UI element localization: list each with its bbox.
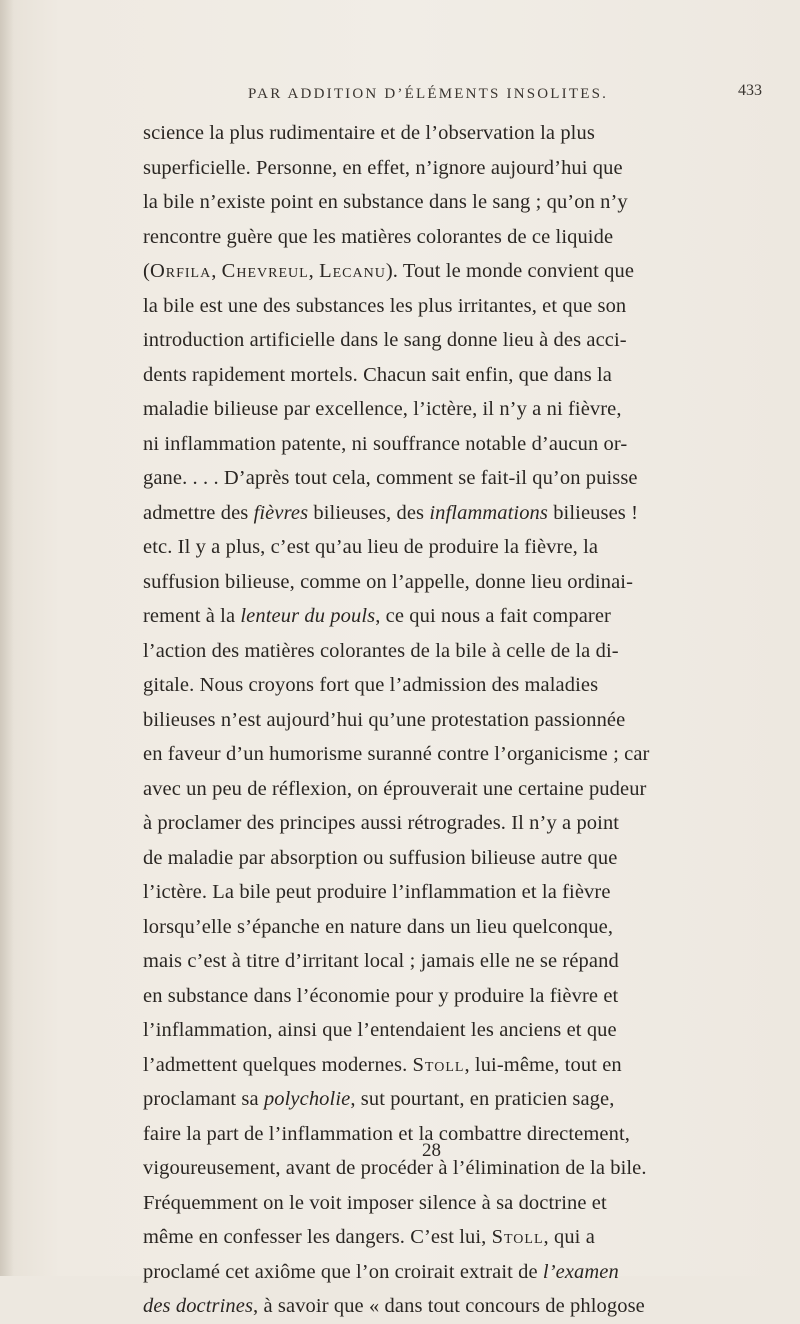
italic-term: inflammations — [429, 501, 548, 524]
text-line: des doctrines, à savoir que « dans tout concours de phlogose — [143, 1295, 645, 1317]
author-name: Lecanu — [319, 260, 386, 282]
author-name: Stoll — [491, 1226, 544, 1248]
text-line: la bile n’existe point en substance dans le sang ; qu’on n’y — [143, 191, 628, 213]
text-line: bilieuses n’est aujourd’hui qu’une protestation passionnée — [143, 708, 626, 731]
author-name: Orfila — [149, 260, 212, 282]
text-line: proclamé cet axiôme que l’on croirait extrait de l’examen — [143, 1260, 619, 1283]
text-line: gane. . . . D’après tout cela, comment se fait-il qu’on puisse — [143, 467, 638, 489]
italic-term: des doctrines — [143, 1295, 254, 1317]
text-line: en substance dans l’économie pour y produire la fièvre et — [143, 984, 619, 1007]
italic-term: fièvres — [253, 501, 309, 524]
text-line: maladie bilieuse par excellence, l’ictère, il n’y a ni fièvre, — [143, 398, 622, 420]
text-line: la bile est une des substances les plus irritantes, et que son — [143, 294, 627, 317]
text-line: l’ictère. La bile peut produire l’inflammation et la fièvre — [143, 881, 611, 903]
body-text — [143, 116, 800, 1324]
text-line: ni inflammation patente, ni souffrance notable d’aucun or- — [143, 432, 628, 455]
text-line: etc. Il y a plus, c’est qu’au lieu de produire la fièvre, la — [143, 536, 599, 558]
text-line: l’inflammation, ainsi que l’entendaient les anciens et que — [143, 1019, 617, 1041]
text-line: proclamant sa polycholie, sut pourtant, en praticien sage, — [143, 1088, 615, 1110]
text-line: rement à la lenteur du pouls, ce qui nous a fait comparer — [143, 605, 611, 627]
text-line: avec un peu de réflexion, on éprouverait une certaine pudeur — [143, 777, 647, 800]
text-line: superficielle. Personne, en effet, n’ignore aujourd’hui que — [143, 156, 623, 179]
text-line: suffusion bilieuse, comme on l’appelle, donne lieu ordinai- — [143, 570, 634, 593]
text-line: Fréquemment on le voit imposer silence à sa doctrine et — [143, 1191, 607, 1214]
italic-term: l’examen — [542, 1260, 619, 1283]
author-name: Stoll — [412, 1053, 465, 1076]
text-line: gitale. Nous croyons fort que l’admission des maladies — [143, 674, 599, 696]
italic-term: polycholie — [263, 1088, 351, 1110]
author-name: Chevreul — [221, 260, 309, 282]
text-line: de maladie par absorption ou suffusion bilieuse autre que — [143, 846, 618, 869]
text-line: (Orfila, Chevreul, Lecanu). Tout le monde convient que — [143, 260, 635, 282]
text-line: même en confesser les dangers. C’est lui, Stoll, qui a — [143, 1226, 595, 1248]
text-line: vigoureusement, avant de procéder à l’élimination de la bile. — [143, 1157, 647, 1179]
italic-term: lenteur du pouls — [240, 605, 376, 627]
text-line: l’action des matières colorantes de la bile à celle de la di- — [143, 639, 619, 662]
text-line: rencontre guère que les matières colorantes de ce liquide — [143, 225, 614, 248]
text-line: l’admettent quelques modernes. Stoll, lui-même, tout en — [143, 1053, 622, 1076]
text-line: science la plus rudimentaire et de l’observation la plus — [143, 122, 595, 144]
text-line: faire la part de l’inflammation et la combattre directement, — [143, 1122, 630, 1145]
text-line: dents rapidement mortels. Chacun sait enfin, que dans la — [143, 363, 613, 386]
text-line: admettre des fièvres bilieuses, des inflammations bilieuses ! — [143, 501, 639, 524]
signature-mark: 28 — [422, 1140, 441, 1161]
running-title: PAR ADDITION D’ÉLÉMENTS INSOLITES. — [248, 86, 609, 102]
text-line: mais c’est à titre d’irritant local ; jamais elle ne se répand — [143, 950, 619, 972]
text-line: à proclamer des principes aussi rétrogrades. Il n’y a point — [143, 812, 620, 834]
text-line: en faveur d’un humorisme suranné contre l’organicisme ; car — [143, 743, 650, 765]
binding-shadow — [0, 0, 14, 1276]
text-line: introduction artificielle dans le sang donne lieu à des acci- — [143, 329, 627, 351]
page-number: 433 — [738, 82, 762, 99]
text-line: lorsqu’elle s’épanche en nature dans un lieu quelconque, — [143, 915, 614, 938]
